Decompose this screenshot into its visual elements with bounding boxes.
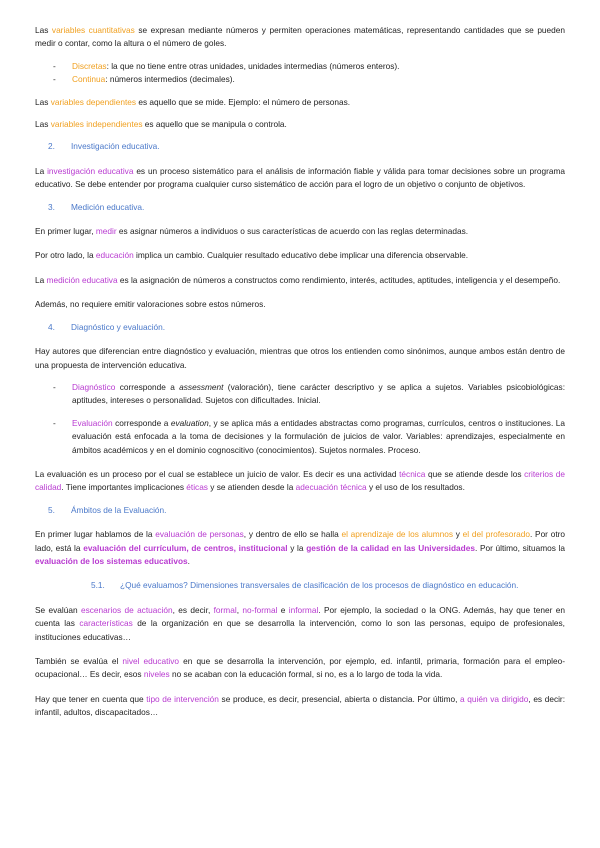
paragraph-cuantitativas (35, 24, 565, 51)
paragraph-escenarios (35, 604, 565, 644)
section-title: Investigación educativa. (71, 141, 160, 152)
list-item (35, 60, 565, 73)
highlight-term: Diagnóstico (72, 381, 116, 392)
highlight-term: Continua (72, 74, 106, 85)
section-number: 2. (48, 141, 55, 152)
italic-term: evaluation (170, 417, 209, 428)
text: , es decir, (172, 604, 214, 615)
bullet-dash: - (53, 417, 56, 428)
text: es la asignación de números a constructos como rendimiento, interés, actitudes, aptitudes, inteligencia y el desempeño. (117, 274, 561, 285)
bullet-dash: - (53, 60, 56, 71)
section-number: 5.1. (91, 580, 105, 591)
highlight-term: no-formal (242, 604, 278, 615)
highlight-term: criterios de calidad (35, 468, 565, 493)
highlight-term: Evaluación (72, 417, 113, 428)
bullet-dash: - (53, 74, 56, 85)
highlight-term: educación (95, 250, 134, 261)
text: . Por otro lado, está la (35, 529, 565, 553)
highlight-term: medir (95, 226, 117, 237)
paragraph-tipo-intervencion (35, 693, 565, 720)
text: En primer lugar, (35, 226, 96, 237)
paragraph-independientes (35, 118, 565, 131)
paragraph-autores: Hay autores que diferencian entre diagnóstico y evaluación, mientras que otros los entienden como sinónimos, aunque ambos están dentro de una propuesta de intervención educativa. (35, 346, 565, 370)
text: que se atiende desde los (425, 468, 525, 479)
highlight-term: variables independientes (50, 119, 143, 130)
italic-term: assessment (179, 381, 224, 392)
paragraph-investigacion (35, 165, 565, 192)
section-title: Diagnóstico y evaluación. (71, 321, 166, 332)
section-number: 5. (48, 504, 55, 515)
text: , es decir: infantil, adultos, discapacitados… (35, 693, 565, 718)
text: es aquello que se mide. Ejemplo: el número de personas. (136, 96, 351, 107)
list-item (35, 381, 565, 408)
highlight-term: evaluación de los sistemas educativos (35, 555, 188, 566)
section-title: Ámbitos de la Evaluación. (71, 504, 167, 515)
subsection-heading (35, 579, 565, 592)
section-number: 4. (48, 321, 55, 332)
highlight-term: nivel educativo (122, 656, 180, 666)
text: Las (35, 96, 51, 107)
text: e (277, 604, 289, 615)
list-item (35, 73, 565, 86)
section-heading (35, 504, 565, 517)
text: : la que no tiene entre otras unidades, unidades intermedias (números enteros). (106, 60, 400, 71)
text: : números intermedios (decimales). (105, 74, 235, 85)
text: La (35, 165, 48, 176)
text: . Tiene importantes implicaciones (61, 482, 187, 493)
highlight-term: variables dependientes (50, 96, 137, 107)
text: , y se aplica más a entidades abstractas como programas, currículos, centros o instituciones. La evaluación está enfocada a la toma de decisiones y la formulación de juicios de valor. Variables: aprendizajes, especialmente en ámbitos académicos y en el dominio cognoscitivo (conocimientos). Sujetos normales. Proceso. (72, 417, 566, 455)
section-title: Medición educativa. (71, 201, 145, 212)
text: Por otro lado, la (35, 250, 96, 261)
paragraph-ambitos (35, 528, 565, 568)
text: En primer lugar hablamos de la (35, 529, 156, 540)
text: La (35, 274, 47, 285)
paragraph-educacion (35, 249, 565, 262)
text: corresponde a (115, 381, 180, 392)
text: es asignar números a individuos o sus características de acuerdo con las reglas determinadas. (116, 226, 469, 237)
section-title: ¿Qué evaluamos? Dimensiones transversales de clasificación de los procesos de diagnóstico en educación. (120, 580, 519, 591)
text: , y dentro de ello se halla (243, 529, 342, 540)
highlight-term: gestión de la calidad en las Universidades (306, 542, 475, 553)
section-heading (35, 321, 565, 334)
text: se expresan mediante números y permiten operaciones matemáticas, representando cantidades que se pueden medir o contar, como la altura o el número de goles. (35, 25, 566, 49)
highlight-term: niveles (143, 669, 170, 680)
highlight-term: variables cuantitativas (51, 25, 135, 35)
paragraph-dependientes (35, 96, 565, 109)
text: de la organización en que se desarrolla la intervención, como lo son las personas, equipo de profesionales, instituciones educativas… (35, 618, 565, 642)
section-number: 3. (48, 201, 55, 212)
text: y (453, 529, 463, 540)
highlight-term: características (79, 618, 133, 629)
text: es aquello que se manipula o controla. (142, 119, 287, 130)
text: Se evalúan (35, 604, 81, 615)
highlight-term: informal (288, 604, 319, 615)
highlight-term: a quién va dirigido (460, 693, 529, 704)
text: , (236, 604, 243, 615)
highlight-term: evaluación de personas (155, 529, 244, 540)
text: no se acaban con la educación formal, si no, es a lo largo de toda la vida. (169, 669, 443, 680)
highlight-term: tipo de intervención (146, 693, 219, 704)
paragraph-medicion (35, 274, 565, 287)
text: También se evalúa el (35, 656, 123, 666)
highlight-term: escenarios de actuación (80, 604, 173, 615)
text: Las (35, 119, 51, 130)
text: Hay que tener en cuenta que (35, 693, 147, 704)
text: es un proceso sistemático para el análisis de información fiable y válida para tomar decisiones sobre un programa educativo. Se debe entender por programa cualquier curso sistemático de acción para el logro de un objetivo o conjunto de objetivos. (35, 165, 565, 190)
text: y el uso de los resultados. (366, 482, 465, 493)
highlight-term: medición educativa (46, 274, 118, 285)
text: y la (287, 542, 307, 553)
text: y se atienden desde la (207, 482, 296, 493)
highlight-term: Discretas (72, 60, 107, 71)
highlight-term: formal (213, 604, 237, 615)
section-heading (35, 140, 565, 153)
section-heading (35, 201, 565, 214)
paragraph-juicio-valor (35, 468, 565, 495)
text: . (187, 555, 190, 566)
text: se produce, es decir, presencial, abierta o distancia. Por último, (218, 693, 461, 704)
highlight-term: técnica (399, 468, 426, 479)
text: (valoración), tiene carácter descriptivo y se aplica a sujetos. Variables psicobiológicas: aptitudes, intereses o personalidad. Sujetos con dificultades. Inicial. (72, 381, 565, 406)
bullet-dash: - (53, 381, 56, 392)
highlight-term: adecuación técnica (295, 482, 367, 493)
text: La evaluación es un proceso por el cual se establece un juicio de valor. Es decir es una actividad (35, 468, 400, 479)
highlight-term: el aprendizaje de los alumnos (341, 529, 454, 540)
text: corresponde a (112, 417, 171, 428)
highlight-term: investigación educativa (47, 165, 134, 176)
paragraph-medir (35, 225, 565, 238)
text: implica un cambio. Cualquier resultado educativo debe implicar una diferencia observable. (133, 250, 469, 261)
text: Las (35, 25, 52, 35)
paragraph-valoraciones: Además, no requiere emitir valoraciones sobre estos números. (35, 299, 266, 310)
highlight-term: evaluación del currículum, de centros, institucional (83, 542, 288, 553)
highlight-term: éticas (186, 482, 208, 493)
paragraph-nivel-educativo (35, 655, 565, 682)
list-item (35, 417, 565, 457)
highlight-term: el del profesorado (462, 529, 530, 540)
text: . Por último, situamos la (474, 542, 566, 553)
text: . Por ejemplo, la sociedad o la ONG. Además, hay que tener en cuenta las (35, 604, 565, 629)
text: en que se desarrolla la intervención, por ejemplo, ed. infantil, primaria, formación para el empleo-ocupacional… Es decir, esos (35, 656, 565, 680)
